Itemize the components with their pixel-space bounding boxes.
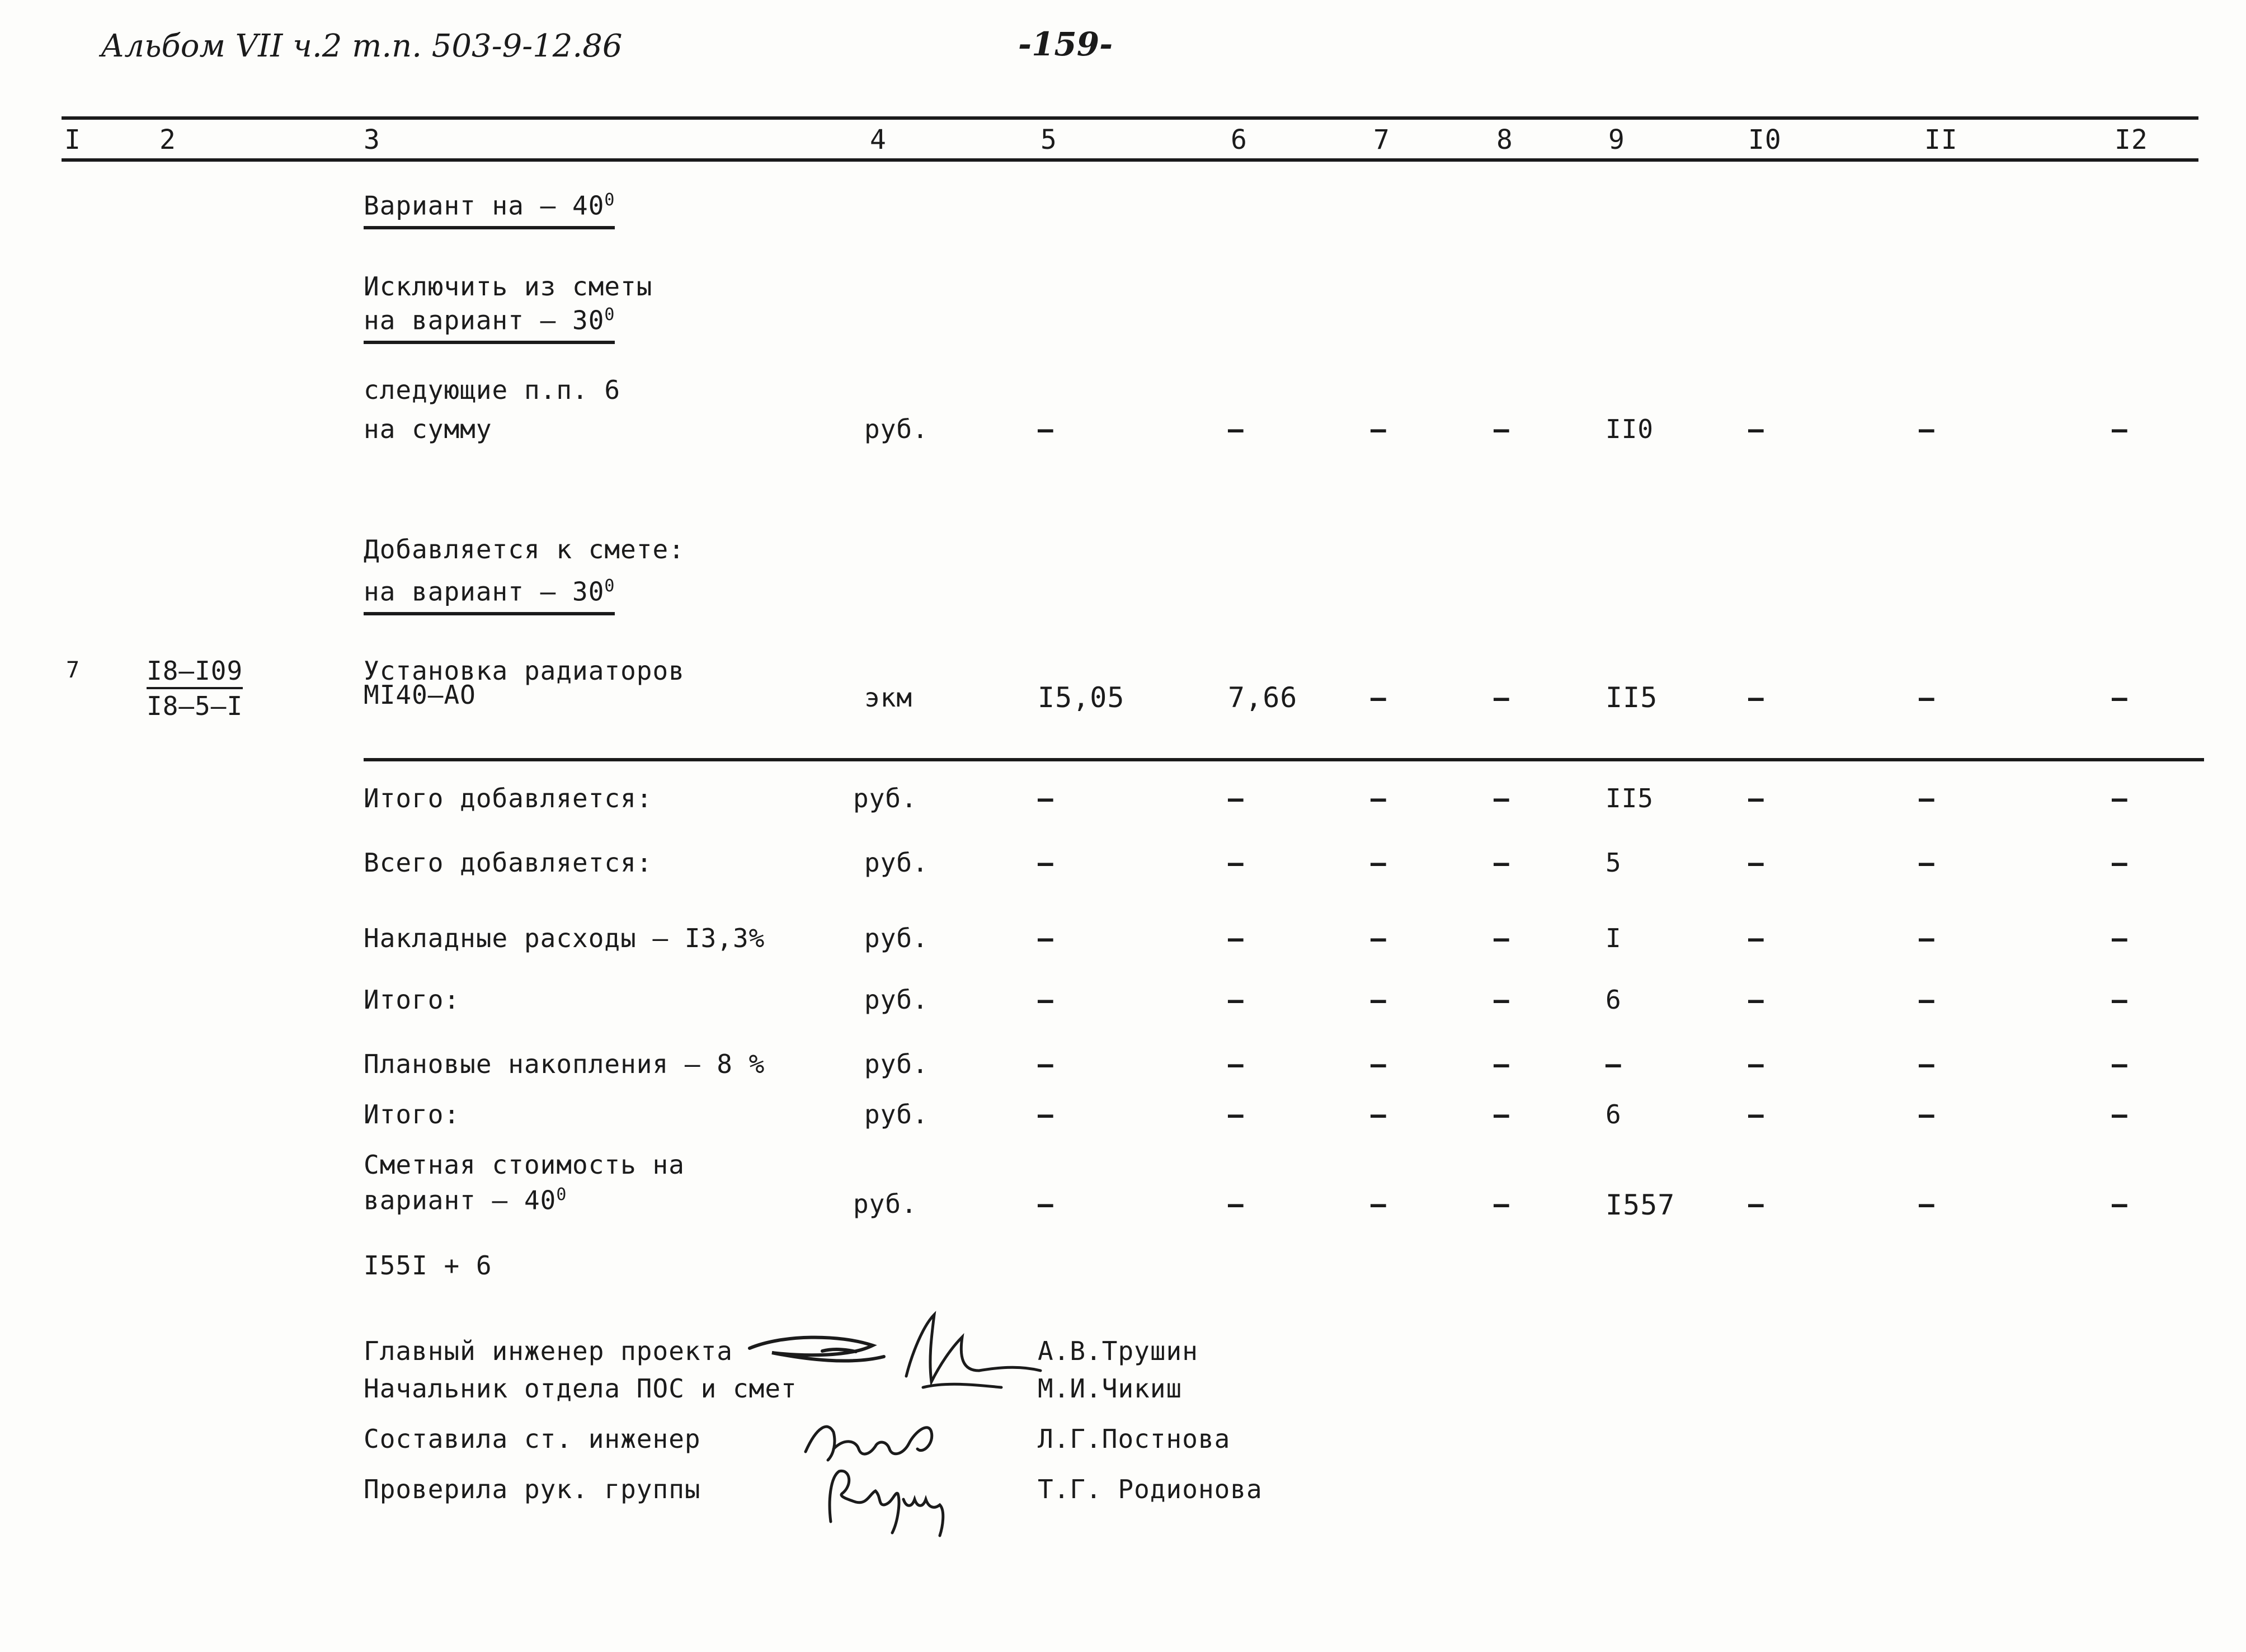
cell: – [1038, 1189, 1054, 1219]
cell: – [1748, 848, 1764, 878]
added-title: Добавляется к смете: [364, 534, 685, 564]
cell-unit: руб. [864, 414, 929, 444]
signature-role: Составила ст. инженер [364, 1424, 701, 1454]
cell: – [1748, 1189, 1764, 1219]
cell: – [2112, 683, 2128, 713]
header-top-rule [62, 116, 2198, 120]
column-header: II [1924, 124, 1958, 156]
signature-role: Главный инженер проекта [364, 1336, 733, 1366]
exclude-line1: Исключить из сметы [364, 271, 653, 302]
cell: – [1494, 923, 1510, 953]
signature-chief-engineer [738, 1303, 1052, 1415]
cell: – [1371, 683, 1387, 713]
page-number: -159- [1018, 25, 1113, 63]
cell: – [1228, 414, 1244, 444]
cell: – [2112, 923, 2128, 953]
cell: – [1748, 783, 1764, 813]
item-code: I8–I09 [147, 656, 243, 689]
cell: – [1919, 1189, 1935, 1219]
cell-value: I557 [1605, 1189, 1675, 1221]
signature-reviewer [814, 1460, 982, 1544]
cell: – [1919, 783, 1935, 813]
cell-unit: руб. [864, 985, 929, 1015]
cell: – [1919, 683, 1935, 713]
cell: – [1038, 848, 1054, 878]
signature-role: Начальник отдела ПОС и смет [364, 1373, 797, 1404]
summary-label: Итого: [364, 1099, 460, 1129]
cell: – [1371, 783, 1387, 813]
cell: – [1748, 1099, 1764, 1129]
cell: – [2112, 1189, 2128, 1219]
following-line1: следующие п.п. 6 [364, 375, 621, 405]
cell: – [1038, 414, 1054, 444]
summary-label: Итого добавляется: [364, 783, 653, 813]
column-header: 6 [1231, 124, 1247, 156]
header-bottom-rule [62, 158, 2198, 162]
cell: – [1371, 1049, 1387, 1079]
exclude-line2: на вариант – $30^0$ [364, 305, 615, 344]
cell: – [1494, 848, 1510, 878]
column-header: I2 [2115, 124, 2148, 156]
cell: – [2112, 1049, 2128, 1079]
cell: – [1038, 1049, 1054, 1079]
column-header: I [64, 124, 81, 156]
cell: – [1919, 923, 1935, 953]
cell: – [2112, 783, 2128, 813]
column-header: 5 [1040, 124, 1057, 156]
cell: – [1748, 923, 1764, 953]
column-header: 7 [1373, 124, 1390, 156]
summary-label: Итого: [364, 985, 460, 1015]
cell: – [1228, 1049, 1244, 1079]
cell-unit: руб. [853, 783, 917, 813]
summary-label: Плановые накопления – 8 % [364, 1049, 765, 1079]
signature-name: Т.Г. Родионова [1038, 1474, 1263, 1504]
cell-value: 6 [1605, 1099, 1622, 1129]
cell-value: II5 [1605, 681, 1658, 714]
column-header: 4 [870, 124, 887, 156]
cell: – [1371, 923, 1387, 953]
item-code-sub: I8–5–I [147, 691, 243, 721]
section-rule [364, 758, 2204, 761]
summary-label: Всего добавляется: [364, 848, 653, 878]
cell-unit: экм [864, 683, 913, 713]
cell: – [1494, 683, 1510, 713]
cell: – [1371, 1189, 1387, 1219]
cell-value: II0 [1605, 414, 1654, 444]
cell-unit: руб. [864, 1049, 929, 1079]
item-number: 7 [66, 657, 81, 683]
cell: – [1919, 414, 1935, 444]
cell-value: I [1605, 923, 1622, 953]
column-header: I0 [1748, 124, 1782, 156]
variant-title: Вариант на – $40^0$ [364, 190, 615, 229]
cell: – [1228, 783, 1244, 813]
cell: – [1919, 1099, 1935, 1129]
cell: – [1494, 414, 1510, 444]
cell: – [1038, 783, 1054, 813]
cell: – [1748, 985, 1764, 1015]
cell-unit: руб. [864, 923, 929, 953]
cell: – [1228, 923, 1244, 953]
cell: – [1494, 1049, 1510, 1079]
cell-value: 7,66 [1228, 681, 1298, 714]
cell: – [1038, 923, 1054, 953]
cell-value: I5,05 [1038, 681, 1125, 714]
column-header: 8 [1496, 124, 1513, 156]
cell: – [1494, 1099, 1510, 1129]
item-name-line1: Установка радиаторов [364, 656, 685, 686]
cell-unit: руб. [864, 1099, 929, 1129]
cell: – [1038, 1099, 1054, 1129]
album-note: Альбом VII ч.2 т.п. 503-9-12.86 [101, 28, 623, 64]
cell: – [1371, 414, 1387, 444]
cell: – [1494, 985, 1510, 1015]
cell: – [1919, 1049, 1935, 1079]
cell: – [1919, 848, 1935, 878]
cell: – [2112, 414, 2128, 444]
cell-unit: руб. [853, 1189, 917, 1219]
cell: – [1494, 783, 1510, 813]
cell: – [2112, 985, 2128, 1015]
cell: – [1748, 1049, 1764, 1079]
signature-role: Проверила рук. группы [364, 1474, 701, 1504]
cell-value: 6 [1605, 985, 1622, 1015]
added-variant: на вариант – $30^0$ [364, 576, 615, 615]
cell: – [1228, 985, 1244, 1015]
cell: – [1605, 1049, 1622, 1079]
following-line2: на сумму [364, 414, 492, 444]
cell: – [1038, 985, 1054, 1015]
cell: – [1371, 1099, 1387, 1129]
cell: – [1371, 985, 1387, 1015]
cell: – [1228, 1189, 1244, 1219]
signature-name: М.И.Чикиш [1038, 1373, 1183, 1404]
cell: – [1371, 848, 1387, 878]
cell: – [1228, 848, 1244, 878]
total-line1: Сметная стоимость на [364, 1150, 685, 1180]
cell: – [1919, 985, 1935, 1015]
cell: – [1494, 1189, 1510, 1219]
cell-value: II5 [1605, 783, 1654, 813]
column-header: 2 [159, 124, 176, 156]
cell: – [1748, 414, 1764, 444]
total-formula: I55I + 6 [364, 1250, 492, 1281]
cell-unit: руб. [864, 848, 929, 878]
column-header: 9 [1608, 124, 1625, 156]
signature-name: Л.Г.Постнова [1038, 1424, 1231, 1454]
cell: – [1228, 1099, 1244, 1129]
item-name-line2: МI40–АО [364, 680, 476, 710]
signature-name: А.В.Трушин [1038, 1336, 1198, 1366]
summary-label: Накладные расходы – I3,3% [364, 923, 765, 953]
cell: – [2112, 1099, 2128, 1129]
cell: – [2112, 848, 2128, 878]
cell-value: 5 [1605, 848, 1622, 878]
cell: – [1748, 683, 1764, 713]
column-header: 3 [364, 124, 380, 156]
total-line2: вариант – $40^0$ [364, 1185, 567, 1216]
